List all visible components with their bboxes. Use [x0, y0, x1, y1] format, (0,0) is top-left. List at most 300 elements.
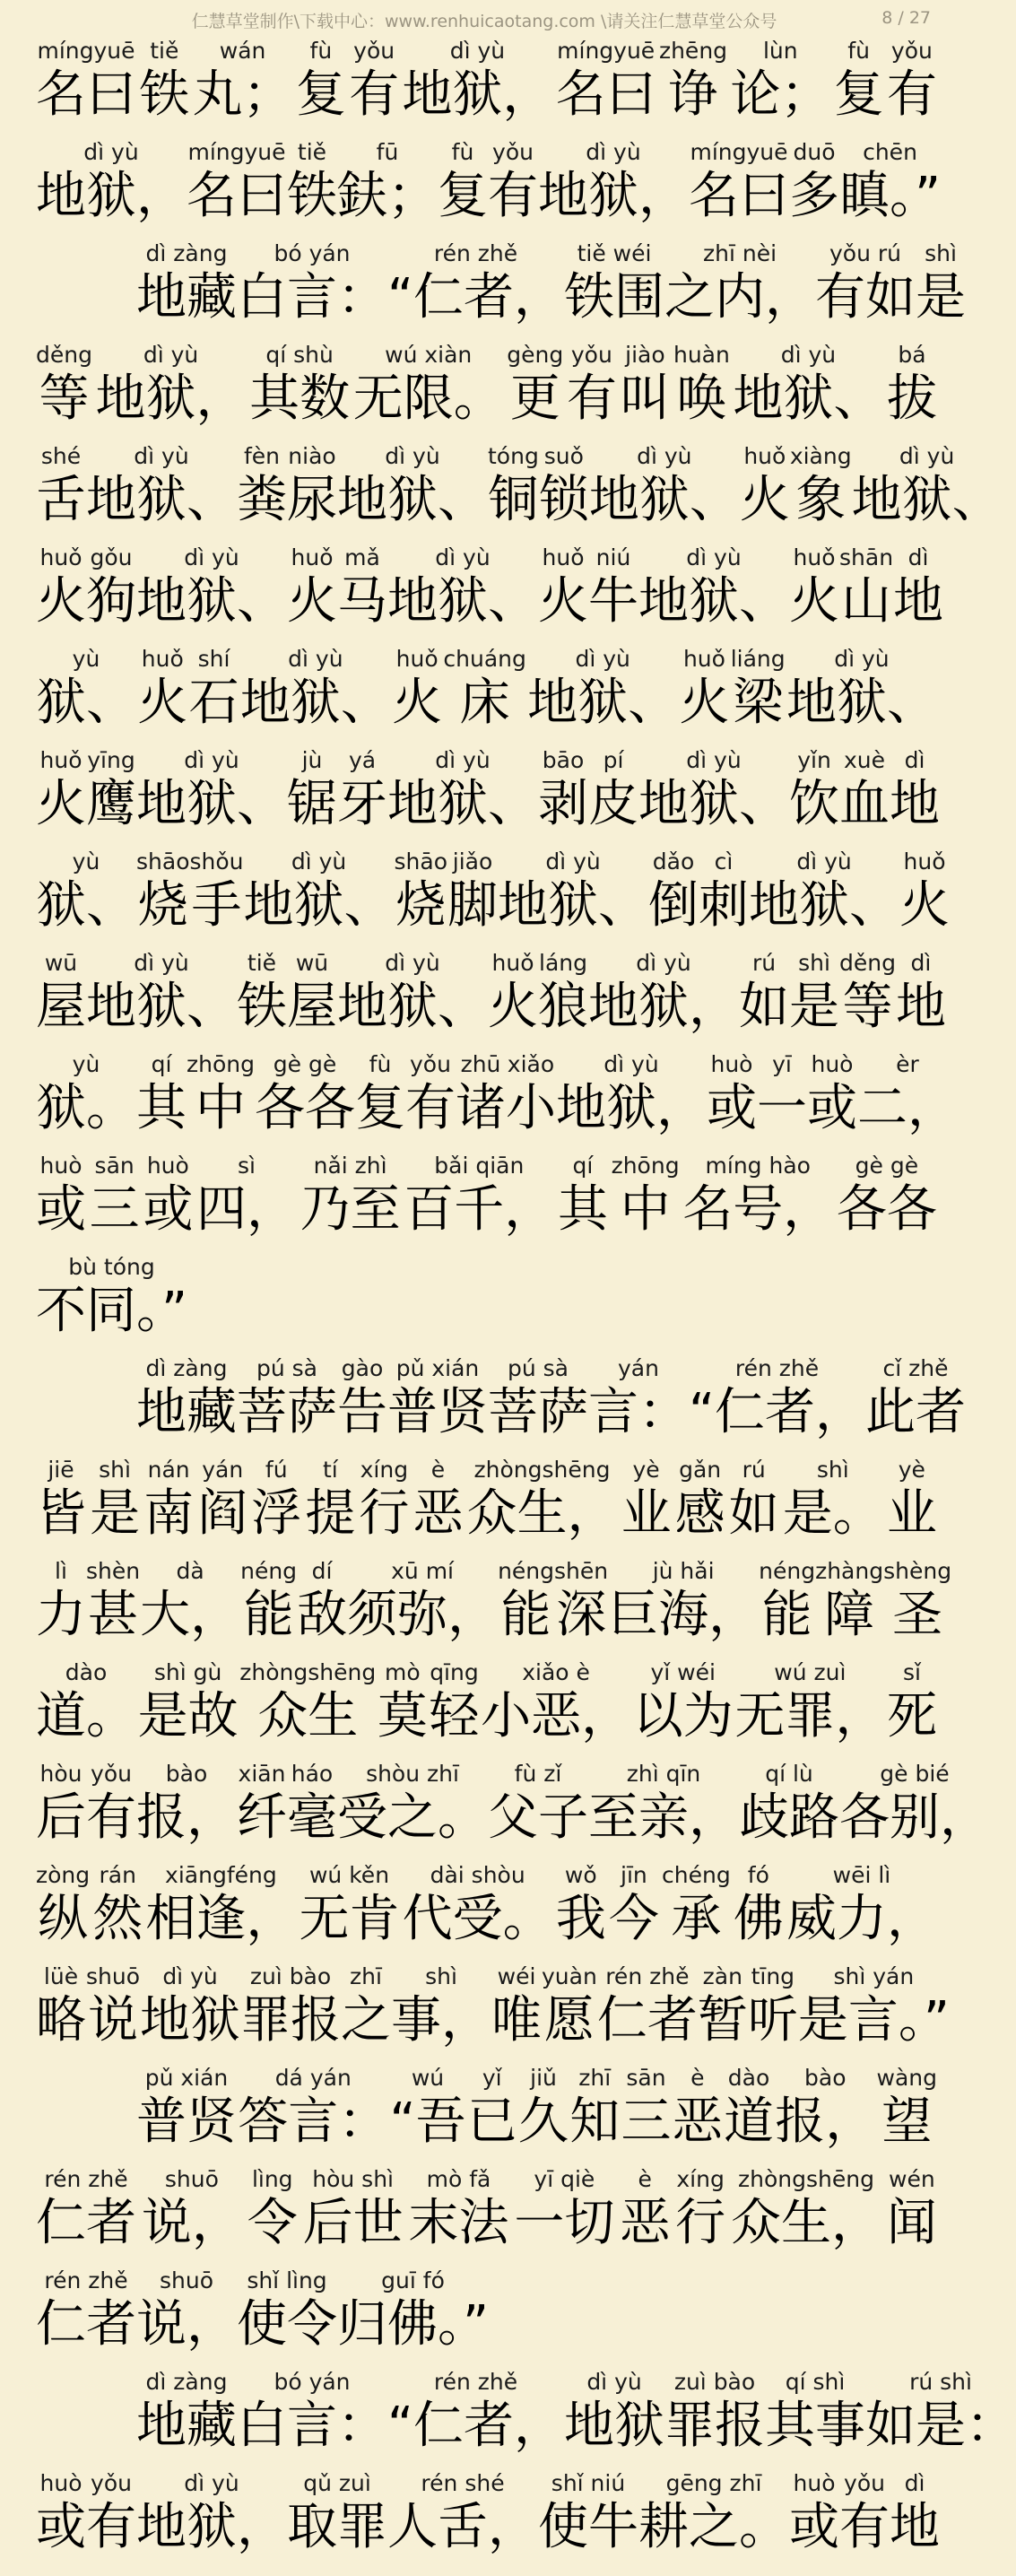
- hanzi-text: 是言。”: [797, 1991, 950, 2049]
- ruby-unit: [488, 950, 538, 1051]
- ruby-unit: [36, 139, 187, 240]
- ruby-unit: [392, 646, 442, 747]
- pinyin-annotation: shāo: [136, 849, 190, 875]
- ruby-unit: [815, 240, 916, 342]
- hanzi-text: 报，: [136, 1788, 237, 1847]
- pinyin-annotation: rén zhě: [44, 2166, 128, 2192]
- ruby-unit: [865, 1355, 966, 1457]
- pinyin-annotation: lüè: [43, 1963, 79, 1989]
- hanzi-text: 石: [188, 674, 239, 732]
- pinyin-annotation: pǔ xián: [395, 1355, 480, 1381]
- pinyin-annotation: pǔ xián: [144, 2065, 229, 2091]
- hanzi-text: 浮: [251, 1484, 302, 1543]
- hanzi-text: “仁者，: [387, 268, 565, 326]
- ruby-unit: [748, 1963, 798, 2065]
- pinyin-annotation: dào: [65, 1659, 108, 1685]
- hanzi-text: 仁者: [36, 2194, 136, 2252]
- ruby-unit: [789, 139, 839, 240]
- pinyin-annotation: bāo: [542, 747, 585, 773]
- hanzi-text: 铁围: [564, 268, 665, 326]
- ruby-unit: [648, 849, 699, 950]
- pinyin-annotation: shì: [816, 1457, 849, 1483]
- pinyin-annotation: huò: [39, 2470, 82, 2496]
- hanzi-text: 地狱，: [136, 2498, 287, 2556]
- ruby-unit: [506, 1051, 556, 1153]
- pinyin-annotation: tiě wéi: [577, 240, 652, 266]
- text-line: [36, 2065, 937, 2166]
- ruby-unit: [287, 443, 337, 544]
- ruby-unit: [438, 139, 488, 240]
- ruby-unit: [347, 1558, 498, 1659]
- ruby-unit: [429, 1659, 479, 1761]
- pinyin-annotation: dì yù: [586, 139, 641, 165]
- text-line: [36, 2369, 1016, 2470]
- ruby-unit: [36, 544, 86, 646]
- ruby-unit: [834, 38, 884, 139]
- ruby-unit: [189, 646, 239, 747]
- ruby-unit: [890, 747, 940, 849]
- pinyin-annotation: dì zàng: [145, 2369, 228, 2395]
- hanzi-text: 地狱、: [638, 572, 789, 631]
- hanzi-text: 承: [671, 1890, 722, 1948]
- hanzi-text: 皆: [36, 1484, 86, 1543]
- ruby-unit: [237, 1761, 287, 1862]
- hanzi-text: 南: [143, 1484, 195, 1543]
- hanzi-text: 叫: [620, 370, 671, 428]
- pinyin-annotation: zhōng: [611, 1153, 680, 1179]
- pinyin-annotation: shuō: [159, 2267, 213, 2293]
- hanzi-text: 地藏: [136, 2397, 237, 2455]
- hanzi-text: 马: [337, 572, 387, 631]
- pinyin-annotation: xiāngféng: [165, 1862, 277, 1888]
- pinyin-annotation: shǒu: [189, 849, 244, 875]
- hanzi-text: “吾: [389, 2093, 466, 2151]
- pinyin-annotation: shèn: [86, 1558, 141, 1584]
- pinyin-annotation: fù: [369, 1051, 392, 1077]
- ruby-unit: [689, 139, 789, 240]
- hanzi-text: 此者: [865, 1383, 967, 1441]
- hanzi-text: 答言：: [238, 2093, 389, 2151]
- hanzi-text: 地狱、: [588, 471, 740, 529]
- hanzi-text: 或: [789, 2498, 839, 2556]
- hanzi-text: 有如: [815, 268, 916, 326]
- text-line: [36, 2166, 937, 2267]
- hanzi-text: 地狱、: [387, 572, 538, 631]
- ruby-unit: [887, 342, 937, 443]
- ruby-unit: [839, 747, 890, 849]
- ruby-unit: [620, 2166, 670, 2267]
- ruby-unit: [36, 1659, 136, 1761]
- ruby-unit: [136, 1355, 237, 1457]
- ruby-unit: [240, 1963, 341, 2065]
- pinyin-annotation: wú zuì: [774, 1659, 847, 1685]
- text-line: [36, 1862, 937, 1963]
- hanzi-text: 山: [841, 572, 892, 631]
- ruby-unit: [287, 544, 337, 646]
- hanzi-text: 复: [295, 65, 346, 124]
- pinyin-annotation: zhī: [578, 2065, 612, 2091]
- hanzi-text: 地: [890, 775, 940, 833]
- pinyin-annotation: zòng: [36, 1862, 91, 1888]
- hanzi-text: 至亲，: [588, 1788, 739, 1847]
- pinyin-annotation: shé: [40, 443, 82, 469]
- pinyin-annotation: yī qiè: [534, 2166, 595, 2192]
- hanzi-text: 地狱、: [638, 775, 789, 833]
- hanzi-text: 已: [466, 2093, 517, 2151]
- pinyin-annotation: dì yù: [134, 443, 189, 469]
- ruby-unit: [405, 1051, 456, 1153]
- pinyin-annotation: qí: [151, 1051, 172, 1077]
- ruby-unit: [387, 240, 564, 342]
- pinyin-annotation: qǔ zuì: [303, 2470, 371, 2496]
- pinyin-annotation: tiě: [150, 38, 179, 64]
- hanzi-text: 火: [739, 471, 790, 529]
- ruby-unit: [337, 544, 387, 646]
- ruby-unit: [498, 849, 648, 950]
- hanzi-text: 象: [795, 471, 847, 529]
- ruby-unit: [488, 443, 539, 544]
- ruby-unit: [86, 544, 136, 646]
- pinyin-annotation: huò: [811, 1051, 854, 1077]
- hanzi-text: 更: [509, 370, 560, 428]
- ruby-unit: [724, 2065, 774, 2166]
- pinyin-annotation: wú xiàn: [385, 342, 473, 368]
- pinyin-annotation: háo: [291, 1761, 334, 1787]
- ruby-unit: [36, 646, 136, 747]
- pinyin-annotation: sān: [626, 2065, 666, 2091]
- ruby-unit: [36, 1457, 86, 1558]
- pinyin-annotation: nǎi zhì: [313, 1153, 387, 1179]
- hanzi-text: 尿: [287, 471, 337, 529]
- ruby-unit: [675, 1457, 725, 1558]
- pinyin-annotation: tiě: [247, 950, 277, 976]
- pinyin-annotation: duō: [793, 139, 836, 165]
- hanzi-text: 能: [243, 1586, 294, 1644]
- hanzi-text: 有: [404, 1079, 456, 1137]
- pinyin-annotation: rú: [742, 1457, 766, 1483]
- hanzi-text: 归佛。”: [337, 2295, 490, 2354]
- ruby-unit: [300, 1153, 401, 1254]
- ruby-unit: [633, 1659, 734, 1761]
- text-line: [36, 38, 937, 139]
- pinyin-annotation: bǎi qiān: [434, 1153, 525, 1179]
- hanzi-text: 说，: [136, 2295, 237, 2354]
- ruby-unit: [597, 1963, 698, 2065]
- page-indicator: 8 / 27: [881, 8, 931, 28]
- ruby-unit: [775, 2065, 875, 2166]
- pinyin-annotation: dì yù: [449, 38, 506, 64]
- hanzi-text: 能: [500, 1586, 551, 1644]
- hanzi-text: 以为: [632, 1687, 734, 1745]
- ruby-unit: [698, 1963, 748, 2065]
- hanzi-text: 业: [886, 1484, 937, 1543]
- ruby-unit: [193, 38, 293, 139]
- hanzi-text: 中: [195, 1079, 246, 1137]
- hanzi-text: 仁者: [36, 2295, 136, 2354]
- ruby-unit: [729, 1457, 779, 1558]
- ruby-unit: [620, 342, 670, 443]
- pinyin-annotation: dì: [904, 2470, 925, 2496]
- hanzi-text: 地狱、: [851, 471, 1003, 529]
- ruby-unit: [679, 646, 729, 747]
- hanzi-text: 地: [895, 978, 946, 1036]
- hanzi-text: 各别，: [839, 1788, 990, 1847]
- pinyin-annotation: zhòngshēng: [473, 1457, 611, 1483]
- pinyin-annotation: dì yù: [899, 443, 955, 469]
- ruby-unit: [287, 747, 337, 849]
- pinyin-annotation: shān: [839, 544, 894, 570]
- hanzi-text: 牙: [337, 775, 387, 833]
- ruby-unit: [887, 2166, 937, 2267]
- ruby-unit: [865, 2369, 1016, 2470]
- hanzi-text: 菩萨: [237, 1383, 337, 1441]
- pinyin-annotation: rén zhě: [605, 1963, 690, 1989]
- ruby-unit: [136, 2065, 237, 2166]
- hanzi-text: 铁: [287, 167, 337, 225]
- hanzi-text: 白言：: [237, 2397, 387, 2455]
- hanzi-text: 复: [354, 1079, 405, 1137]
- hanzi-text: 地狱，: [95, 370, 247, 428]
- ruby-unit: [807, 1051, 857, 1153]
- hanzi-text: 地藏: [136, 268, 237, 326]
- hanzi-text: 阎: [197, 1484, 248, 1543]
- hanzi-text: 倒: [648, 876, 699, 935]
- ruby-unit: [890, 2470, 940, 2572]
- pinyin-annotation: bào: [165, 1761, 208, 1787]
- pinyin-annotation: wēi lì: [832, 1862, 891, 1888]
- hanzi-text: 地藏: [136, 1383, 237, 1441]
- hanzi-text: 其数: [249, 370, 351, 428]
- hanzi-text: 略: [36, 1991, 86, 2049]
- pinyin-annotation: zhì qīn: [626, 1761, 701, 1787]
- ruby-unit: [86, 950, 237, 1051]
- ruby-unit: [731, 2166, 881, 2267]
- pinyin-annotation: bá: [898, 342, 926, 368]
- ruby-unit: [589, 443, 740, 544]
- hanzi-text: 令: [247, 2194, 298, 2252]
- ruby-unit: [734, 1659, 885, 1761]
- pinyin-annotation: dì yù: [586, 2369, 642, 2395]
- ruby-unit: [443, 646, 525, 747]
- pinyin-annotation: è: [638, 2166, 652, 2192]
- hanzi-text: 如是：: [865, 2397, 1016, 2455]
- pinyin-annotation: huǒ: [682, 646, 725, 672]
- ruby-unit: [237, 2369, 387, 2470]
- hanzi-text: 其事: [765, 2397, 866, 2455]
- hanzi-text: 莫: [377, 1687, 428, 1745]
- pinyin-annotation: è: [690, 2065, 705, 2091]
- pinyin-annotation: mǎ: [344, 544, 380, 570]
- hanzi-text: 愿: [543, 1991, 595, 2049]
- hanzi-text: 其: [136, 1079, 187, 1137]
- hanzi-text: 百千，: [404, 1180, 555, 1239]
- hanzi-text: 粪: [237, 471, 287, 529]
- ruby-unit: [395, 849, 448, 950]
- ruby-unit: [403, 1862, 553, 1963]
- ruby-unit: [839, 2470, 890, 2572]
- hanzi-text: 是: [789, 978, 839, 1036]
- ruby-unit: [837, 1153, 937, 1254]
- ruby-unit: [739, 1761, 839, 1862]
- ruby-unit: [36, 1153, 86, 1254]
- ruby-unit: [467, 1457, 618, 1558]
- hanzi-text: 诸: [455, 1079, 506, 1137]
- pinyin-annotation: láng: [539, 950, 587, 976]
- pinyin-annotation: huǒ: [39, 544, 82, 570]
- pinyin-annotation: qīng: [430, 1659, 479, 1685]
- hanzi-text: 是故: [137, 1687, 239, 1745]
- pinyin-annotation: yè: [898, 1457, 925, 1483]
- pinyin-annotation: qí lù: [765, 1761, 813, 1787]
- ruby-unit: [612, 1153, 680, 1254]
- pinyin-annotation: wū: [295, 950, 329, 976]
- hanzi-text: 血: [839, 775, 890, 833]
- hanzi-text: 地狱、: [243, 876, 395, 935]
- ruby-unit: [790, 443, 852, 544]
- hanzi-text: 是。: [782, 1484, 883, 1543]
- hanzi-text: 死: [886, 1687, 937, 1745]
- pinyin-annotation: bó yán: [274, 2369, 351, 2395]
- ruby-unit: [300, 1862, 400, 1963]
- ruby-unit: [839, 950, 896, 1051]
- hanzi-text: 暂: [697, 1991, 748, 2049]
- pinyin-annotation: tí: [322, 1457, 338, 1483]
- ruby-unit: [675, 2166, 725, 2267]
- pinyin-annotation: děng: [839, 950, 896, 976]
- pinyin-annotation: dì yù: [604, 1051, 659, 1077]
- ruby-unit: [798, 1963, 950, 2065]
- hanzi-text: 地狱、: [136, 572, 287, 631]
- pinyin-annotation: gè bié: [880, 1761, 950, 1787]
- ruby-unit: [145, 1862, 296, 1963]
- hanzi-text: 唤: [676, 370, 727, 428]
- hanzi-text: 是: [916, 268, 967, 326]
- hanzi-text: 地狱、: [733, 370, 884, 428]
- pinyin-annotation: shì: [925, 240, 957, 266]
- ruby-unit: [588, 747, 638, 849]
- hanzi-text: 复: [438, 167, 488, 225]
- ruby-unit: [749, 849, 899, 950]
- ruby-unit: [556, 38, 656, 139]
- hanzi-text: 普贤: [387, 1383, 488, 1441]
- hanzi-text: 狱、: [36, 674, 136, 732]
- ruby-unit: [569, 2065, 620, 2166]
- hanzi-text: 佛: [733, 1890, 784, 1948]
- hanzi-text: 白言：: [237, 268, 387, 326]
- ruby-unit: [36, 1558, 86, 1659]
- hanzi-text: 大，: [140, 1586, 241, 1644]
- pinyin-annotation: wū: [44, 950, 78, 976]
- hanzi-text: 无限。: [352, 370, 504, 428]
- ruby-unit: [887, 1457, 937, 1558]
- ruby-unit: [588, 950, 739, 1051]
- pinyin-annotation: xiǎo è: [522, 1659, 590, 1685]
- ruby-unit: [140, 1963, 240, 2065]
- hanzi-text: 罪报: [240, 1991, 342, 2049]
- pinyin-annotation: dì yù: [385, 950, 440, 976]
- ruby-unit: [538, 2470, 638, 2572]
- hanzi-text: 狱。: [36, 1079, 136, 1137]
- ruby-unit: [86, 1761, 136, 1862]
- hanzi-text: 歧路: [739, 1788, 839, 1847]
- pinyin-annotation: dì yù: [834, 646, 890, 672]
- pinyin-annotation: rán: [99, 1862, 136, 1888]
- ruby-unit: [387, 1355, 488, 1457]
- hanzi-text: 人舌，: [387, 2498, 538, 2556]
- ruby-unit: [786, 646, 937, 747]
- pinyin-annotation: dì yù: [686, 747, 742, 773]
- hanzi-text: 唯: [491, 1991, 543, 2049]
- pinyin-annotation: dì zàng: [145, 1355, 228, 1381]
- pinyin-annotation: mò: [385, 1659, 421, 1685]
- ruby-unit: [887, 1659, 937, 1761]
- ruby-unit: [538, 950, 588, 1051]
- pinyin-annotation: pú sà: [256, 1355, 317, 1381]
- pinyin-annotation: huǒ: [291, 544, 334, 570]
- hanzi-text: 地狱、: [136, 775, 287, 833]
- hanzi-text: 火: [36, 572, 86, 631]
- hanzi-text: 有: [488, 167, 538, 225]
- pinyin-annotation: xiǎo: [507, 1051, 555, 1077]
- ruby-unit: [839, 1761, 990, 1862]
- text-line: [36, 1355, 967, 1457]
- pinyin-annotation: huò: [39, 1153, 82, 1179]
- pinyin-annotation: yǐ: [482, 2065, 502, 2091]
- hanzi-text: 听: [747, 1991, 798, 2049]
- pinyin-annotation: tóng: [488, 443, 539, 469]
- pinyin-annotation: néng: [498, 1558, 555, 1584]
- pinyin-annotation: shì: [798, 950, 830, 976]
- ruby-unit: [789, 544, 839, 646]
- hanzi-text: 火: [36, 775, 86, 833]
- pinyin-annotation: huǒ: [743, 443, 786, 469]
- ruby-unit: [255, 1051, 355, 1153]
- ruby-unit: [36, 342, 92, 443]
- hanzi-text: 恶: [412, 1484, 464, 1543]
- hanzi-text: 说，: [141, 2194, 242, 2252]
- hanzi-text: 地狱、: [239, 674, 391, 732]
- ruby-unit: [689, 1355, 865, 1457]
- ruby-unit: [36, 38, 136, 139]
- hanzi-text: 仁者: [596, 1991, 698, 2049]
- pinyin-annotation: rén zhě: [734, 1355, 820, 1381]
- pinyin-annotation: shāo: [394, 849, 448, 875]
- hanzi-text: 二，: [856, 1079, 958, 1137]
- pinyin-annotation: néng: [759, 1558, 816, 1584]
- pinyin-annotation: pí: [603, 747, 624, 773]
- hanzi-text: 代受。: [402, 1890, 553, 1948]
- hanzi-text: 感: [674, 1484, 725, 1543]
- ruby-unit: [187, 139, 287, 240]
- hanzi-text: 各各: [254, 1079, 355, 1137]
- hanzi-text: 敌: [297, 1586, 348, 1644]
- ruby-unit: [36, 443, 86, 544]
- hanzi-text: 众生，: [466, 1484, 618, 1543]
- ruby-unit: [518, 2065, 569, 2166]
- hanzi-text: 多: [789, 167, 839, 225]
- pinyin-annotation: yù: [72, 1051, 100, 1077]
- pinyin-annotation: dì yù: [184, 544, 239, 570]
- text-line: [36, 2267, 937, 2369]
- pinyin-annotation: hòu: [39, 1761, 82, 1787]
- hanzi-text: 有: [839, 2498, 890, 2556]
- pinyin-annotation: chēn: [863, 139, 917, 165]
- ruby-unit: [140, 1558, 240, 1659]
- hanzi-text: 小: [505, 1079, 556, 1137]
- ruby-unit: [789, 2470, 839, 2572]
- pinyin-annotation: wéi: [497, 1963, 536, 1989]
- ruby-unit: [139, 38, 189, 139]
